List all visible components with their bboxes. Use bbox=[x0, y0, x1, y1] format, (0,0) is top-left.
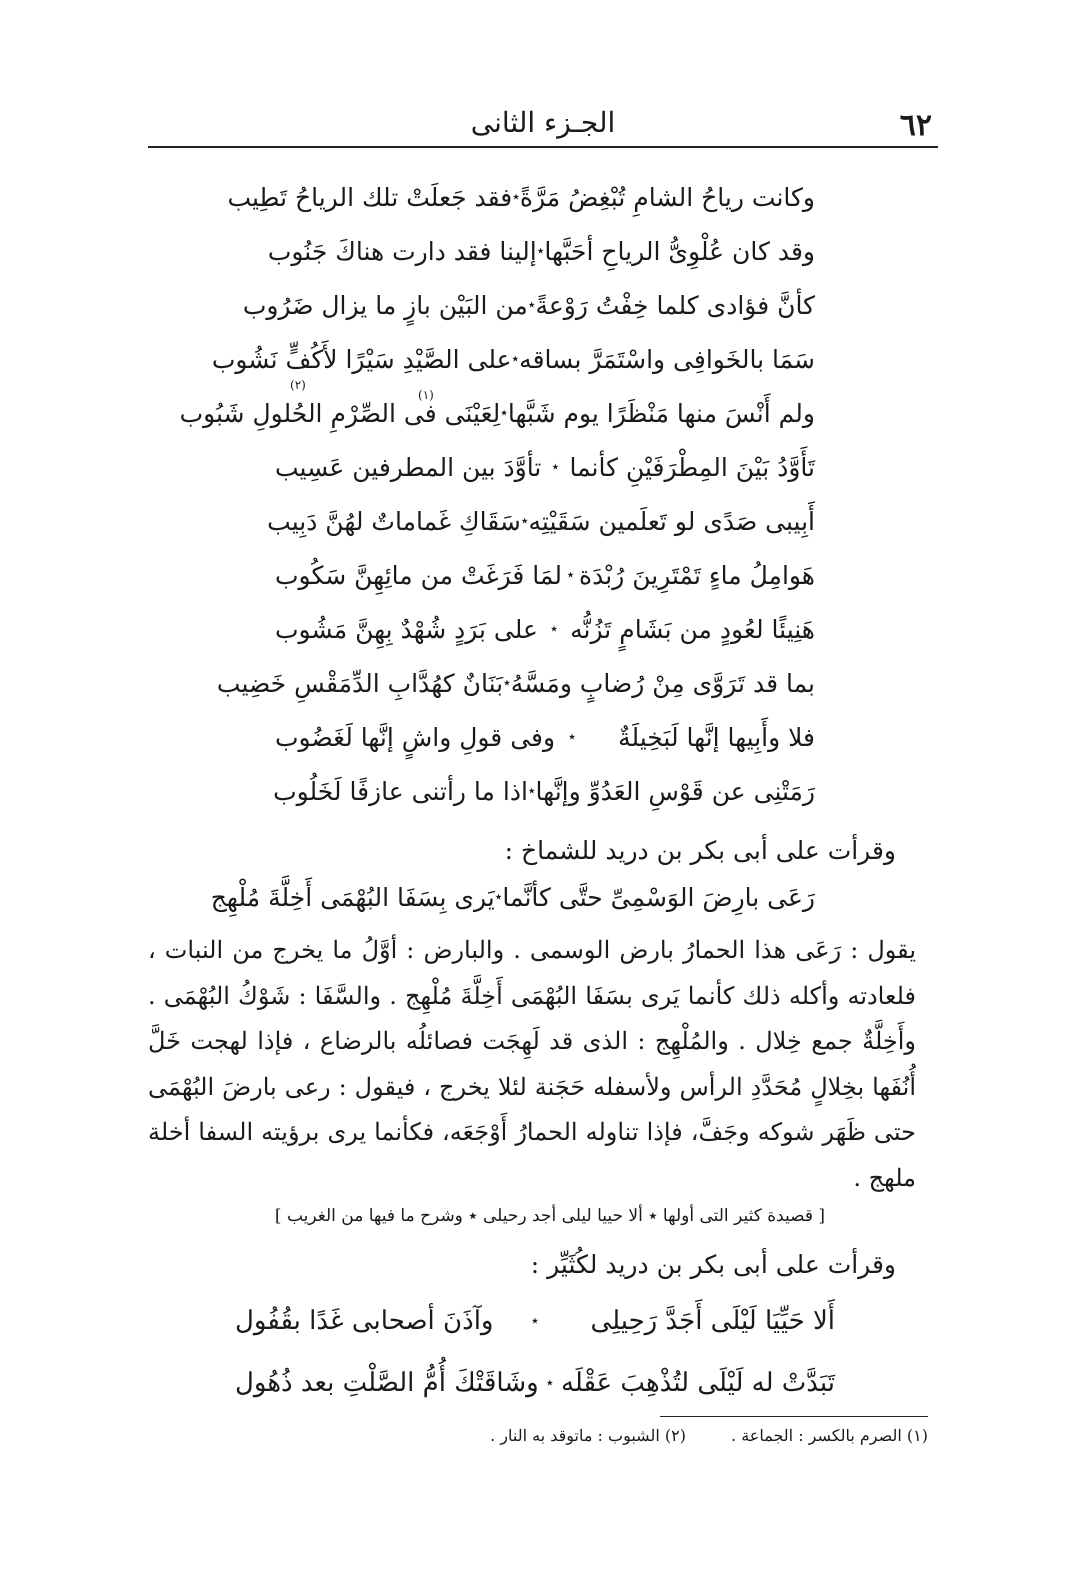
verse-couplet bbox=[275, 440, 815, 494]
second-hemistich: وشَاقَتْكَ أُمُّ الصَّلْتِ بعد ذُهُول bbox=[235, 1368, 539, 1398]
verse-couplet bbox=[235, 1290, 835, 1352]
second-hemistich: من البَيْن بازٍ ما يزال ضَرُوب bbox=[242, 290, 528, 320]
verse-separator: ٭ bbox=[527, 297, 536, 313]
verse-couplet bbox=[227, 170, 815, 224]
commentary-paragraph: يقول : رَعَى هذا الحمارُ بارض الوسمى . والبارض : أوَّلُ ما يخرج من النبات ، فلعادته وأكله ذلك كأنما يَرى بسَفَا البُهْمَى أَخِلَّةَ مُلْهِج . والسَّفَا : شَوْكُ البُهْمَى . وأَخِلَّةٌ جمع خِلال . والمُلْهِج : الذى قد لَهِجَت فصائلُه بالرضاع ، فإذا لهجت خَلَّ أُنُفَها بخِلالٍ مُحَدَّدِ الرأس ولأسفله حَجَنة لئلا يخرج ، فيقول : رعى بارضَ البُهْمَى حتى ظَهَر شوكه وجَفَّ، فإذا تناوله الحمارُ أَوْجَعَه، فكأنما يرى برؤيته السفا أخلة ملهج . bbox=[148, 936, 916, 1192]
footnote-ref: (٢) bbox=[290, 378, 306, 392]
second-hemistich: على الصَّيْدِ سَيْرًا لأَكُفٍّ نَشُوب bbox=[211, 344, 512, 374]
first-hemistich: هَنِيئًا لعُودٍ من بَشَامٍ تَزُنُّه bbox=[570, 614, 815, 644]
first-hemistich: وقد كان عُلْوِىُّ الرياحِ أحَبَّها bbox=[544, 236, 815, 266]
footnotes bbox=[148, 1426, 928, 1445]
first-hemistich: كأنَّ فؤادى كلما خِفْتُ رَوْعةً bbox=[535, 290, 815, 320]
verse-separator: ٭ bbox=[550, 621, 558, 637]
footnote-1: (١) الصرم بالكسر : الجماعة . bbox=[731, 1426, 928, 1445]
first-hemistich: بما قد تَرَوَّى مِنْ رُضابٍ ومَسَّهُ bbox=[510, 668, 815, 698]
verse-couplet bbox=[211, 332, 815, 386]
second-hemistich: تأوَّدَ بين المطرفين عَسِيب bbox=[275, 452, 542, 482]
verse-couplet bbox=[210, 870, 815, 924]
commentary-text bbox=[148, 928, 916, 1201]
second-hemistich: لِعَيْنَى فى الصِّرْمِ الحُلولِ شَبُوب bbox=[179, 398, 501, 428]
footnote-rule bbox=[660, 1416, 928, 1417]
verse-couplet bbox=[267, 224, 815, 278]
second-hemistich: سَقَاكِ غَماماتٌ لهُنَّ دَبِيب bbox=[267, 506, 521, 536]
first-hemistich: رَمَتْنِى عن قَوْسِ العَدُوِّ وإنَّها bbox=[535, 776, 815, 806]
first-hemistich: تَأَوَّدُ بَيْنَ المِطْرَفَيْنِ كأنما bbox=[569, 452, 815, 482]
second-hemistich: يَرى بِسَفَا البُهْمَى أَخِلَّةَ مُلْهِج bbox=[210, 882, 495, 912]
first-hemistich: وكانت رياحُ الشامِ تُبْغِضُ مَرَّةً bbox=[519, 182, 815, 212]
section-heading: [ قصيدة كثير التى أولها ٭ ألا حييا ليلى أجد رحيلى ٭ وشرح ما فيها من الغريب ] bbox=[274, 1206, 826, 1226]
second-hemistich: اذا ما رأتنى عازفًا لَخَلُوب bbox=[273, 776, 528, 806]
first-hemistich: سَمَا بالخَوافِى واسْتَمَرَّ بساقه bbox=[519, 344, 815, 374]
footnote-ref: (١) bbox=[418, 388, 434, 402]
second-hemistich: على بَرَدٍ شُهْدٌ بِهِنَّ مَشُوب bbox=[275, 614, 538, 644]
verse-separator: ٭ bbox=[527, 783, 536, 799]
footnote-2: (٢) الشبوب : ماتوقد به النار . bbox=[490, 1426, 686, 1445]
verse-couplet bbox=[275, 764, 815, 818]
second-hemistich: فقد جَعلَتْ تلك الرياحُ تَطِيب bbox=[227, 182, 513, 212]
verse-separator: ٭ bbox=[512, 189, 520, 205]
second-hemistich: وفى قولِ واشٍ إنَّها لَغَضُوب bbox=[275, 722, 556, 752]
verse-couplet bbox=[275, 602, 815, 656]
intro-shammakh: وقرأت على أبى بكر بن دريد للشماخ : bbox=[504, 836, 896, 865]
second-hemistich: إلينا فقد دارت هناكَ جَنُوب bbox=[267, 236, 537, 266]
verse-couplet bbox=[275, 710, 815, 764]
verse-separator: ٭ bbox=[494, 889, 503, 905]
verse-separator: ٭ bbox=[568, 729, 576, 745]
verse-separator: ٭ bbox=[546, 1375, 554, 1391]
second-hemistich: بَنَانٌ كهُدَّابِ الدِّمَقْسِ خَضِيب bbox=[216, 668, 504, 698]
kuthayyir-poem bbox=[235, 1290, 835, 1414]
running-header bbox=[148, 100, 938, 148]
first-hemistich: ولم أَنْسَ منها مَنْظَرًا يوم شَبَّها bbox=[507, 398, 815, 428]
running-title: الجـزء الثانى bbox=[470, 106, 616, 139]
verse-separator: ٭ bbox=[551, 459, 560, 475]
verse-separator: ٭ bbox=[511, 351, 520, 367]
shammakh-verse bbox=[210, 870, 815, 924]
second-hemistich: وآذَنَ أصحابى غَدًا بقُفُول bbox=[235, 1306, 494, 1336]
verse-couplet bbox=[267, 494, 815, 548]
verse-couplet bbox=[242, 278, 815, 332]
first-hemistich: أَلا حَيِّيَا لَيْلَى أَجَدَّ رَحِيلِى bbox=[590, 1306, 835, 1336]
verse-couplet bbox=[179, 386, 815, 440]
first-hemistich: هَوامِلُ ماءٍ تَمْتَرِينَ رُبْدَة bbox=[579, 560, 815, 590]
verse-couplet bbox=[275, 548, 815, 602]
verse-separator: ٭ bbox=[520, 513, 529, 529]
verse-couplet bbox=[216, 656, 815, 710]
first-hemistich: فلا وأَبِيها إنَّها لَبَخِيلَةٌ bbox=[618, 722, 815, 752]
second-hemistich: لمَا فَرَغَتْ من مائِهِنَّ سَكُوب bbox=[275, 560, 562, 590]
verse-couplet bbox=[235, 1352, 835, 1414]
first-hemistich: تَبَدَّتْ له لَيْلَى لتُذْهِبَ عَقْلَه bbox=[560, 1368, 835, 1398]
first-hemistich: رَعَى بارِضَ الوَسْمِىِّ حتَّى كأنَّما bbox=[502, 882, 815, 912]
verse-separator: ٭ bbox=[500, 405, 508, 421]
verse-separator: ٭ bbox=[566, 567, 575, 583]
verse-separator: ٭ bbox=[531, 1313, 539, 1329]
page-number: ٦٢ bbox=[899, 108, 932, 143]
first-hemistich: أَبِيبى صَدًى لو تَعلَمين سَقَيْتِه bbox=[528, 506, 815, 536]
verse-separator: ٭ bbox=[536, 243, 545, 259]
poem-block bbox=[179, 170, 815, 818]
intro-kuthayyir: وقرأت على أبى بكر بن دريد لكُثَيِّر : bbox=[530, 1250, 896, 1279]
verse-separator: ٭ bbox=[503, 675, 511, 691]
